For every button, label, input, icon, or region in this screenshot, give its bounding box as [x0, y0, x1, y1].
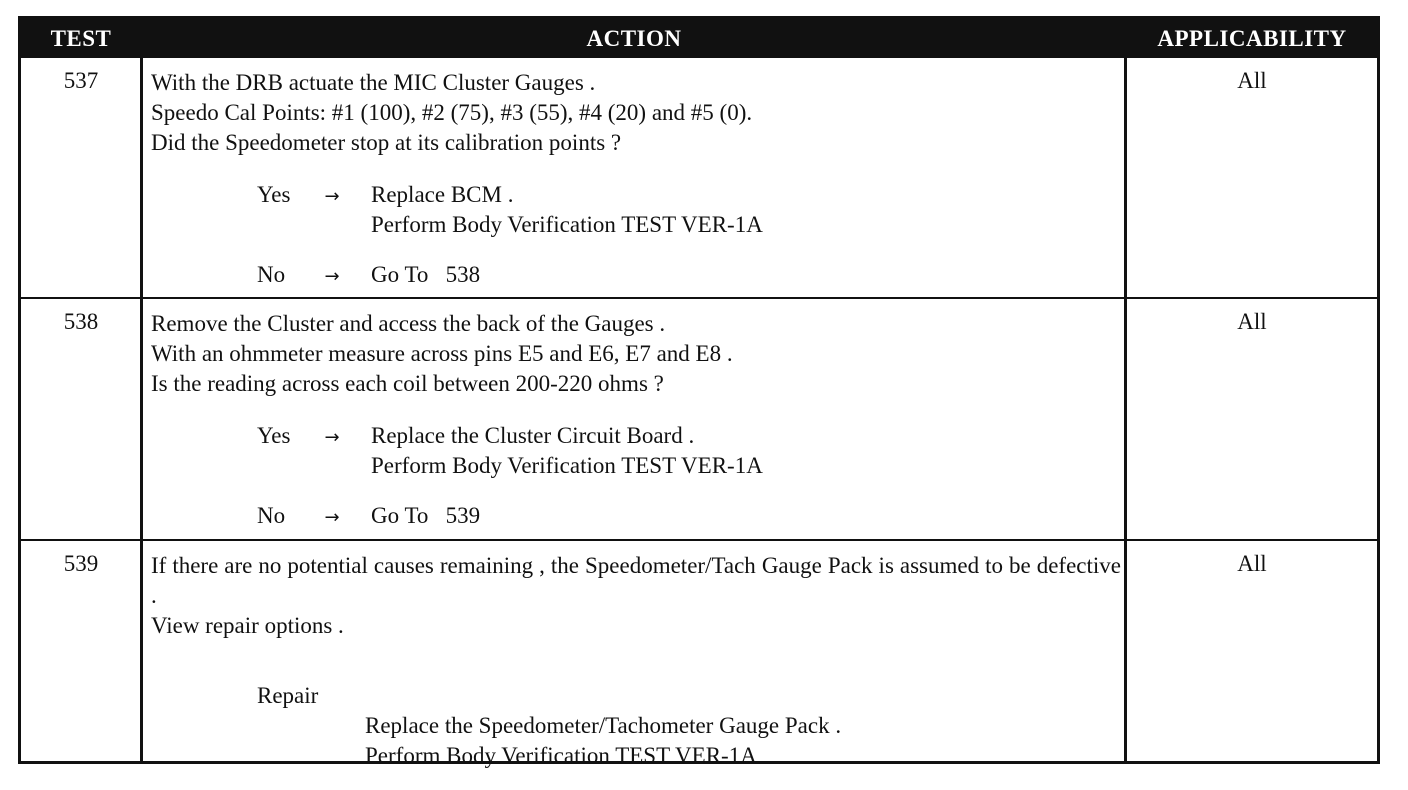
yes-line: Replace the Cluster Circuit Board .	[371, 423, 695, 448]
action-line: If there are no potential causes remaining , the Speedometer/Tach Gauge Pack is assumed to be defective .	[151, 553, 1121, 608]
yes-line: Perform Body Verification TEST VER-1A	[371, 453, 763, 478]
repair-line: Replace the Speedometer/Tachometer Gauge Pack .	[365, 713, 842, 738]
action-line: With the DRB actuate the MIC Cluster Gauges .	[151, 70, 596, 95]
goto-label: Go To	[371, 262, 429, 287]
yes-line: Replace BCM .	[371, 182, 514, 207]
header-action: ACTION	[586, 26, 682, 51]
test-number: 537	[63, 68, 99, 93]
applicability-value: All	[1237, 309, 1267, 334]
action-line: Remove the Cluster and access the back of the Gauges .	[151, 311, 666, 336]
action-line: Is the reading across each coil between 200-220 ohms ?	[151, 371, 664, 396]
test-number: 538	[63, 309, 99, 334]
yes-line: Perform Body Verification TEST VER-1A	[371, 212, 763, 237]
repair-instructions	[365, 711, 841, 771]
applicability-value: All	[1237, 68, 1267, 93]
repair-label: Repair	[257, 683, 319, 708]
yes-instructions	[371, 421, 763, 481]
table-header	[21, 19, 1377, 58]
header-applicability: APPLICABILITY	[1157, 26, 1347, 51]
no-goto[interactable]	[371, 501, 480, 531]
yes-label: Yes	[257, 423, 291, 448]
header-test: TEST	[50, 26, 112, 51]
no-label: No	[257, 503, 286, 528]
goto-label: Go To	[371, 503, 429, 528]
applicability-value: All	[1237, 551, 1267, 576]
action-text	[151, 551, 1121, 641]
action-text	[151, 309, 1121, 399]
table-row-539	[21, 541, 1377, 768]
goto-target[interactable]: 538	[445, 262, 481, 287]
no-label: No	[257, 262, 286, 287]
repair-line: Perform Body Verification TEST VER-1A	[365, 743, 757, 768]
no-goto[interactable]	[371, 260, 480, 290]
yes-instructions	[371, 180, 763, 240]
no-arrow-icon: →	[324, 266, 340, 287]
yes-arrow-icon: →	[324, 427, 340, 448]
yes-arrow-icon: →	[324, 186, 340, 207]
yes-label: Yes	[257, 182, 291, 207]
action-line: Did the Speedometer stop at its calibration points ?	[151, 130, 622, 155]
action-text	[151, 68, 1121, 158]
yes-response	[257, 180, 290, 210]
no-arrow-icon: →	[324, 507, 340, 528]
action-line: Speedo Cal Points: #1 (100), #2 (75), #3 (55), #4 (20) and #5 (0).	[151, 100, 753, 125]
goto-target[interactable]: 539	[445, 503, 481, 528]
test-number: 539	[63, 551, 99, 576]
diagnostic-table	[18, 16, 1380, 768]
table-row-538	[21, 299, 1377, 539]
action-line: View repair options .	[151, 613, 344, 638]
action-line: With an ohmmeter measure across pins E5 and E6, E7 and E8 .	[151, 341, 733, 366]
